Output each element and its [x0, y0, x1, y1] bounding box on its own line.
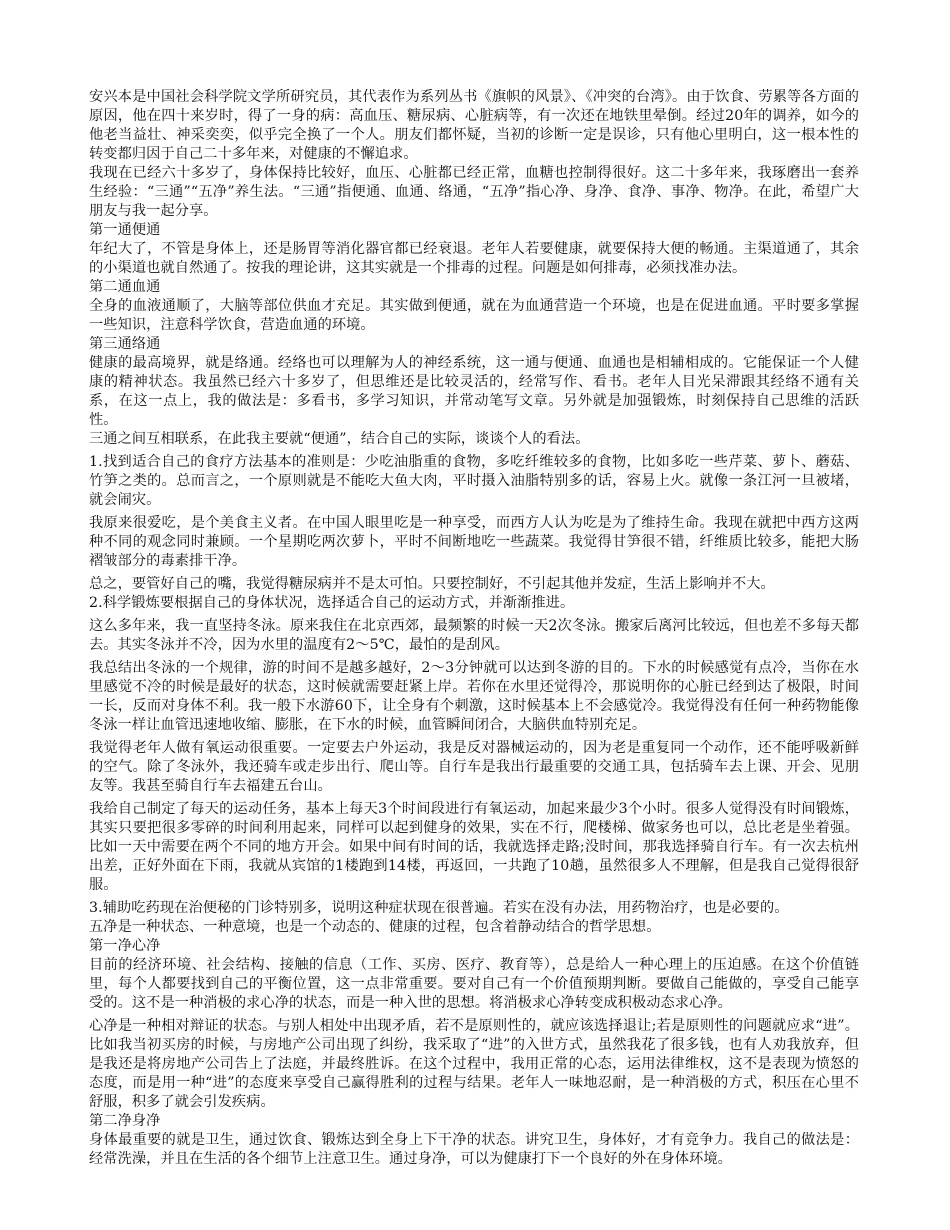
meridian-paragraph: 健康的最高境界，就是络通。经络也可以理解为人的神经系统，这一通与便通、血通也是相辅相成的。它能保证一个人健康的精神状态。我虽然已经六十多岁了，但思维还是比较灵活的，经常写作、看书。老年人目光呆滞跟其经络不通有关系，在这一点上，我的做法是：多看书，多学习知识，并常动笔写文章。另外就是加强锻炼，时刻保持自己思维的活跃性。	[89, 355, 859, 428]
medication-paragraph: 3.辅助吃药现在治便秘的门诊特别多，说明这种症状现在很普遍。若实在没有办法，用药物治疗，也是必要的。	[89, 900, 789, 916]
author-statement-paragraph: 我现在已经六十多岁了，身体保持比较好，血压、心脏都已经正常，血糖也控制得很好。这二十多年来，我琢磨出一套养生经验：“三通”“五净”养生法。“三通”指便通、血通、络通，“五净”指心净、身净、食净、事净、物净。在此，希望广大朋友与我一起分享。	[89, 165, 859, 219]
daily-exercise-paragraph: 我给自己制定了每天的运动任务，基本上每天3个时间段进行有氧运动，加起来最少3个小时。很多人觉得没有时间锻炼，其实只要把很多零碎的时间利用起来，同样可以起到健身的效果，实在不行，爬楼梯、做家务也可以，总比老是坐着强。比如一天中需要在两个不同的地方开会。如果中间有时间的话，我就选择走路;没时间，那我选择骑自行车。有一次去杭州出差，正好外面在下雨，我就从宾馆的1楼跑到14楼，再返回，一共跑了10趟，虽然很多人不理解，但是我自己觉得很舒服。	[89, 801, 859, 893]
mind-purity-paragraph: 目前的经济环境、社会结构、接触的信息（工作、买房、医疗、教育等），总是给人一种心理上的压迫感。在这个价值链里，每个人都要找到自己的平衡位置，这一点非常重要。要对自己有一个价值预期判断。要做自己能做的，享受自己能享受的。这不是一种消极的求心净的状态，而是一种入世的思想。将消极求心净转变成积极动态求心净。	[89, 957, 859, 1011]
aerobic-paragraph: 我觉得老年人做有氧运动很重要。一定要去户外运动，我是反对器械运动的，因为老是重复同一个动作，还不能呼吸新鲜的空气。除了冬泳外，我还骑车或走步出行、爬山等。自行车是我出行最重要的交通工具，包括骑车去上课、开会、见朋友等。我甚至骑自行车去福建五台山。	[89, 740, 859, 794]
section-heading-mind: 第一净心净	[89, 938, 161, 954]
body-purity-paragraph: 身体最重要的就是卫生，通过饮食、锻炼达到全身上下干净的状态。讲究卫生，身体好，才有竞争力。我自己的做法是：经常洗澡，并且在生活的各个细节上注意卫生。通过身净，可以为健康打下一个良好的外在身体环境。	[89, 1132, 859, 1167]
section-heading-bowel: 第一通便通	[89, 222, 161, 238]
blood-paragraph: 全身的血液通顺了，大脑等部位供血才充足。其实做到便通，就在为血通营造一个环境，也是在促进血通。平时要多掌握一些知识，注意科学饮食，营造血通的环境。	[89, 298, 859, 333]
exercise-tip-paragraph: 2.科学锻炼要根据自己的身体状况，选择适合自己的运动方式，并渐渐推进。	[89, 595, 575, 611]
three-links-paragraph: 三通之间互相联系，在此我主要就“便通”，结合自己的实际，谈谈个人的看法。	[89, 431, 590, 447]
section-heading-meridian: 第三通络通	[89, 336, 161, 352]
section-heading-body: 第二净身净	[89, 1113, 161, 1129]
bowel-paragraph: 年纪大了，不管是身体上，还是肠胃等消化器官都已经衰退。老年人若要健康，就要保持大便的畅通。主渠道通了，其余的小渠道也就自然通了。按我的理论讲，这其实就是一个排毒的过程。问题是如何排毒，必须找准办法。	[89, 241, 859, 276]
intro-paragraph: 安兴本是中国社会科学院文学所研究员，其代表作为系列丛书《旗帜的风景》、《冲突的台湾》。由于饮食、劳累等各方面的原因，他在四十来岁时，得了一身的病：高血压、糖尿病、心脏病等，有一次还在地铁里晕倒。经过20年的调养，如今的他老当益壮、神采奕奕，似乎完全换了一个人。朋友们都怀疑，当初的诊断一定是误诊，只有他心里明白，这一根本性的转变都归因于自己二十多年来，对健康的不懈追求。	[89, 89, 859, 162]
article-body	[89, 88, 859, 1169]
five-purity-paragraph: 五净是一种状态、一种意境，也是一个动态的、健康的过程，包含着静动结合的哲学思想。	[89, 919, 661, 935]
winter-swim-paragraph: 这么多年来，我一直坚持冬泳。原来我住在北京西郊，最频繁的时候一天2次冬泳。搬家后离河比较远，但也差不多每天都去。其实冬泳并不冷，因为水里的温度有2～5℃，最怕的是刮风。	[89, 618, 859, 653]
food-lover-paragraph: 我原来很爱吃，是个美食主义者。在中国人眼里吃是一种享受，而西方人认为吃是为了维持生命。我现在就把中西方这两种不同的观念同时兼顾。一个星期吃两次萝卜，平时不间断地吃一些蔬菜。我觉得甘笋很不错，纤维质比较多，能把大肠褶皱部分的毒素排干净。	[89, 515, 859, 569]
diabetes-paragraph: 总之，要管好自己的嘴，我觉得糖尿病并不是太可怕。只要控制好，不引起其他并发症，生活上影响并不大。	[89, 576, 775, 592]
diet-tip-paragraph: 1.找到适合自己的食疗方法基本的准则是：少吃油脂重的食物，多吃纤维较多的食物，比如多吃一些芹菜、萝卜、蘑菇、竹笋之类的。总而言之，一个原则就是不能吃大鱼大肉，平时摄入油脂特别多的话，容易上火。就像一条江河一旦被堵，就会闹灾。	[89, 454, 859, 508]
dialectic-paragraph: 心净是一种相对辩证的状态。与别人相处中出现矛盾，若不是原则性的，就应该选择退让;若是原则性的问题就应求“进”。比如我当初买房的时候，与房地产公司出现了纠纷，我采取了“进”的入世方式，虽然我花了很多钱，也有人劝我放弃，但是我还是将房地产公司告上了法庭，并最终胜诉。在这个过程中，我用正常的心态，运用法律维权，这不是表现为愤怒的态度，而是用一种“进”的态度来享受自己赢得胜利的过程与结果。老年人一味地忍耐，是一种消极的方式，积压在心里不舒服，积多了就会引发疾病。	[89, 1018, 859, 1110]
section-heading-blood: 第二通血通	[89, 279, 161, 295]
swim-rule-paragraph: 我总结出冬泳的一个规律，游的时间不是越多越好，2～3分钟就可以达到冬游的目的。下水的时候感觉有点冷，当你在水里感觉不冷的时候是最好的状态，这时候就需要赶紧上岸。若你在水里还觉得冷，那说明你的心脏已经到达了极限，时间一长，反而对身体不利。我一般下水游60下，让全身有个刺激，这时候基本上不会感觉冷。我觉得没有任何一种药物能像冬泳一样让血管迅速地收缩、膨胀，在下水的时候，血管瞬间闭合，大脑供血特别充足。	[89, 660, 859, 733]
